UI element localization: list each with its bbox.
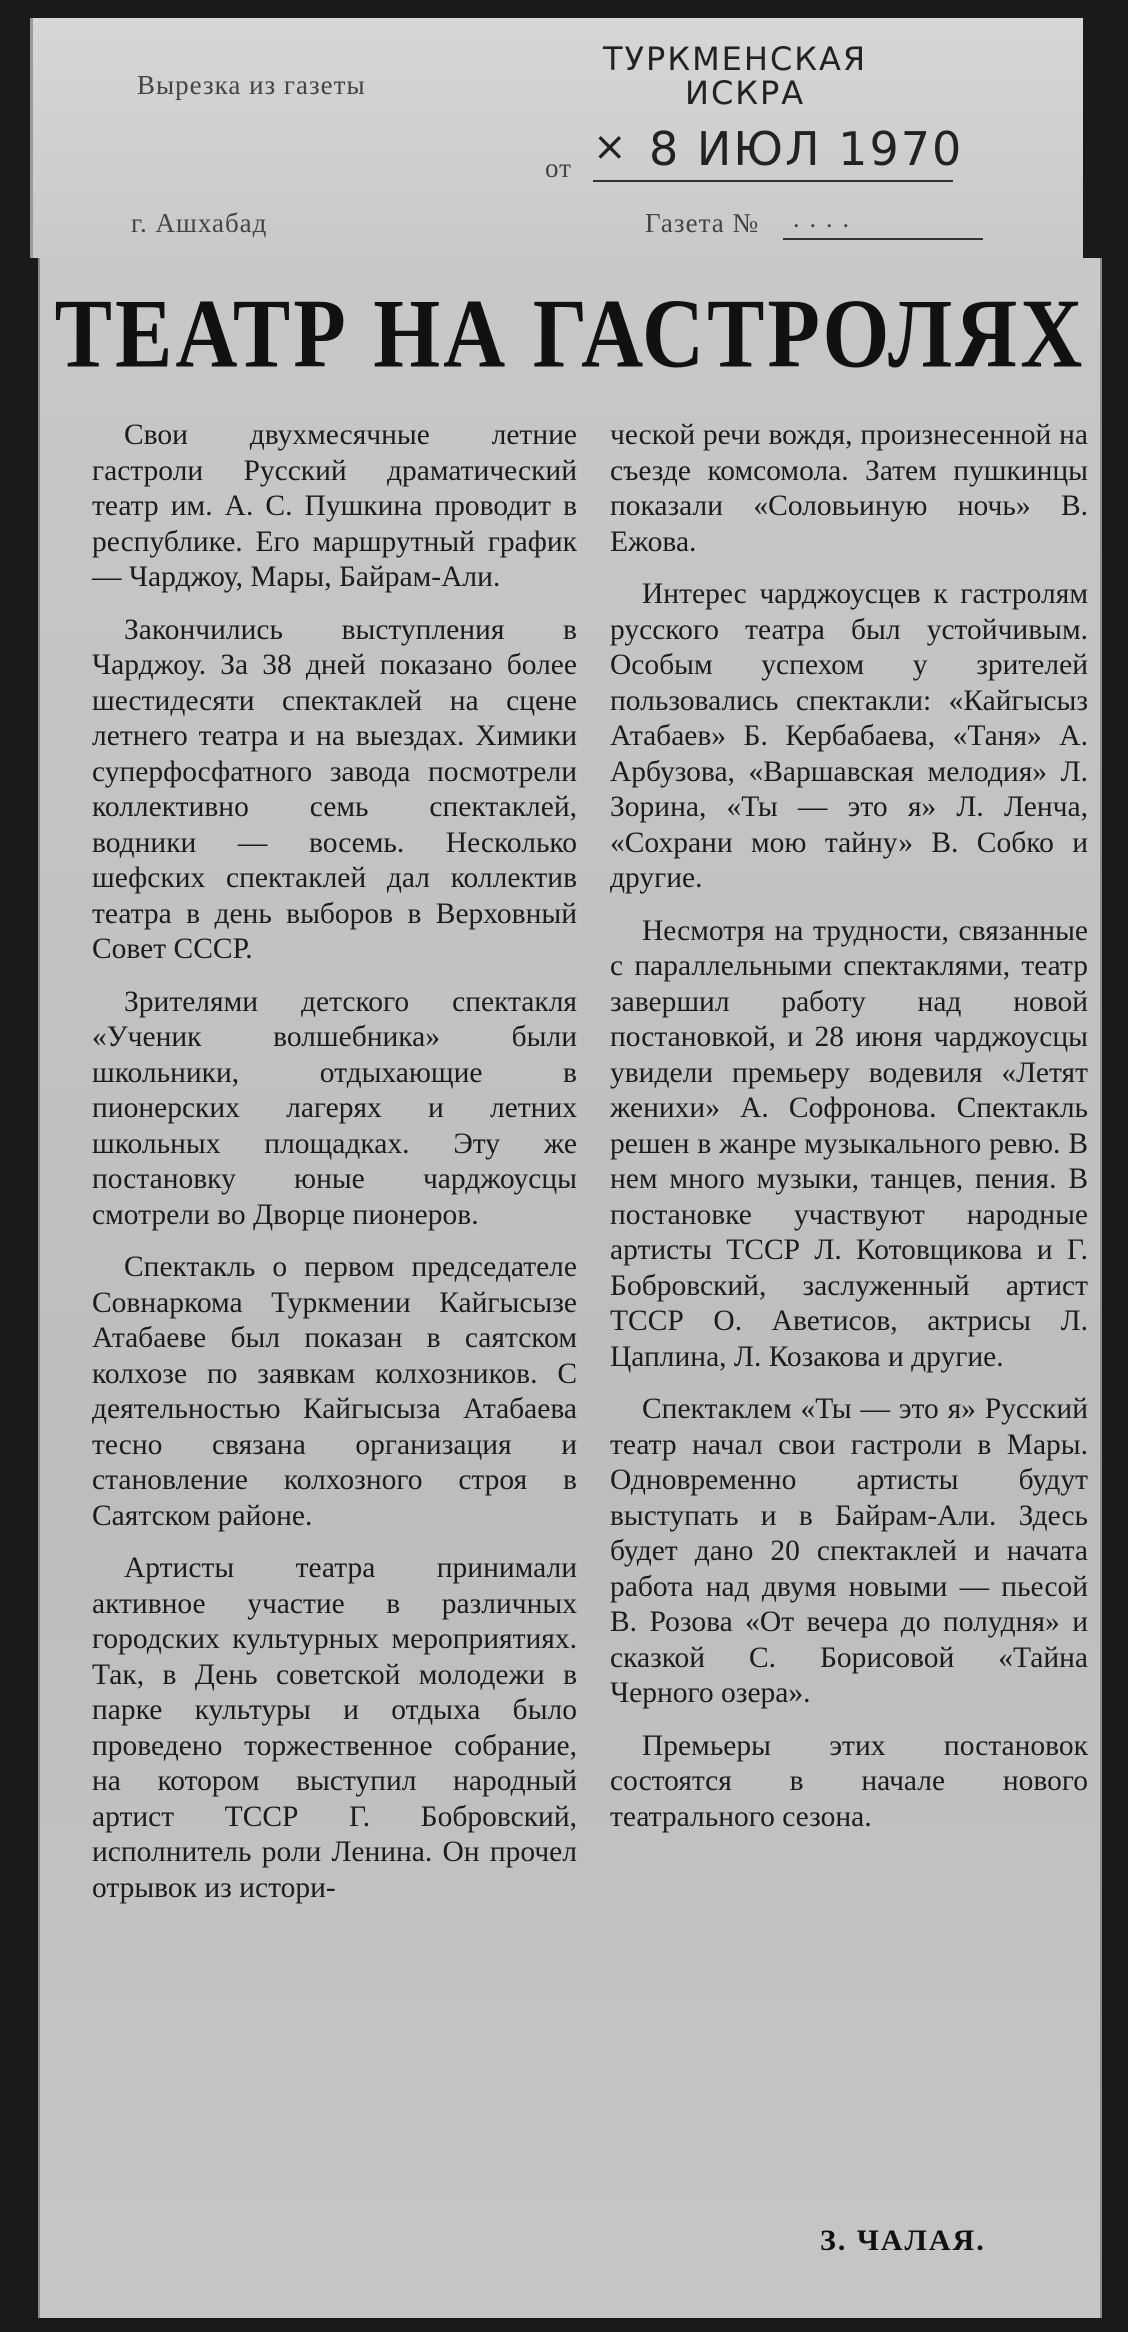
paragraph: Зрителями детского спектакля «Ученик волшебника» были школьники, отдыхающие в пионерских лагерях и летних школьных площадках. Эту же постановку юные чарджоусцы смотрели во Дворце пионеров. [92,985,577,1231]
city-label: г. Ашхабад [131,208,268,238]
date-prefix: от [545,153,572,183]
paragraph: Спектакль о первом председателе Совнаркома Туркмении Кайгысызе Атабаеве был показан в саятском колхозе по заявкам колхозников. С деятельностью Кайгысыза Атабаева тесно связана организация и становление колхозного строя в Саятском районе. [92,1251,577,1532]
article-author: З. ЧАЛАЯ. [820,2224,986,2257]
paragraph: Премьеры этих постановок состоятся в начале нового театрального сезона. [610,1729,1088,1833]
gazette-number-label: Газета № [645,208,760,238]
gazette-number-underline [783,238,983,240]
article-headline: ТЕАТР НА ГАСТРОЛЯХ [54,277,1086,389]
newspaper-name-line1: ТУРКМЕНСКАЯ [603,40,868,78]
newspaper-clipping [38,258,1102,2318]
paragraph: Несмотря на трудности, связанные с параллельными спектаклями, театр завершил работу над новой постановкой, и 28 июня чарджоусцы увидели премьеру водевиля «Летят женихи» А. Софронова. Спектакль решен в жанре музыкального ревю. В нем много музыки, танцев, пения. В постановке участвуют народные артисты ТССР Л. Котовщикова и Г. Бобровский, заслуженный артист ТССР О. Аветисов, актрисы Л. Цаплина, Л. Козакова и другие. [610,914,1088,1373]
paragraph: Спектаклем «Ты — это я» Русский театр начал свои гастроли в Мары. Одновременно артисты будут выступать и в Байрам-Али. Здесь будет дано 20 спектаклей и начата работа над двумя новыми — пьесой В. Розова «От вечера до полудня» и сказкой С. Борисовой «Тайна Черного озера». [610,1393,1088,1709]
paragraph: Интерес чарджоусцев к гастролям русского театра был устойчивым. Особым успехом у зрителей пользовались спектакли: «Кайгысыз Атабаев» Б. Кербабаева, «Таня» А. Арбузова, «Варшавская мелодия» Л. Зорина, «Ты — это я» Л. Ленча, «Сохрани мою тайну» В. Собко и другие. [610,578,1088,894]
paragraph: Артисты театра принимали активное участие в различных городских культурных мероприятиях. Так, в День советской молодежи в парке культуры и отдыха было проведено торжественное собрание, на котором выступил народный артист ТССР Г. Бобровский, исполнитель роли Ленина. Он прочел отрывок из истори- [92,1552,577,1904]
clipping-label: Вырезка из газеты [137,70,366,100]
article-left-column [92,418,577,1923]
paragraph: Закончились выступления в Чарджоу. За 38 дней показано более шестидесяти спектаклей на сцене летнего театра и на выездах. Химики суперфосфатного завода посмотрели коллективно семь спектаклей, водники — восемь. Несколько шефских спектаклей дал коллектив театра в день выборов в Верховный Совет СССР. [92,613,577,965]
paragraph: Свои двухмесячные летние гастроли Русский драматический театр им. А. С. Пушкина проводит в республике. Его маршрутный график — Чарджоу, Мары, Байрам-Али. [92,419,577,593]
gazette-number-dots: .... [793,204,859,233]
newspaper-name-line2: ИСКРА [685,74,806,112]
date-stamp: 8 ИЮЛ 1970 [649,122,964,176]
date-underline [593,180,953,182]
article-right-column [610,418,1088,1852]
paragraph: ческой речи вождя, произнесенной на съезде комсомола. Затем пушкинцы показали «Соловьиную ночь» В. Ежова. [610,419,1088,558]
clipping-label-slip [30,18,1083,258]
date-mark-icon: × [593,124,627,170]
